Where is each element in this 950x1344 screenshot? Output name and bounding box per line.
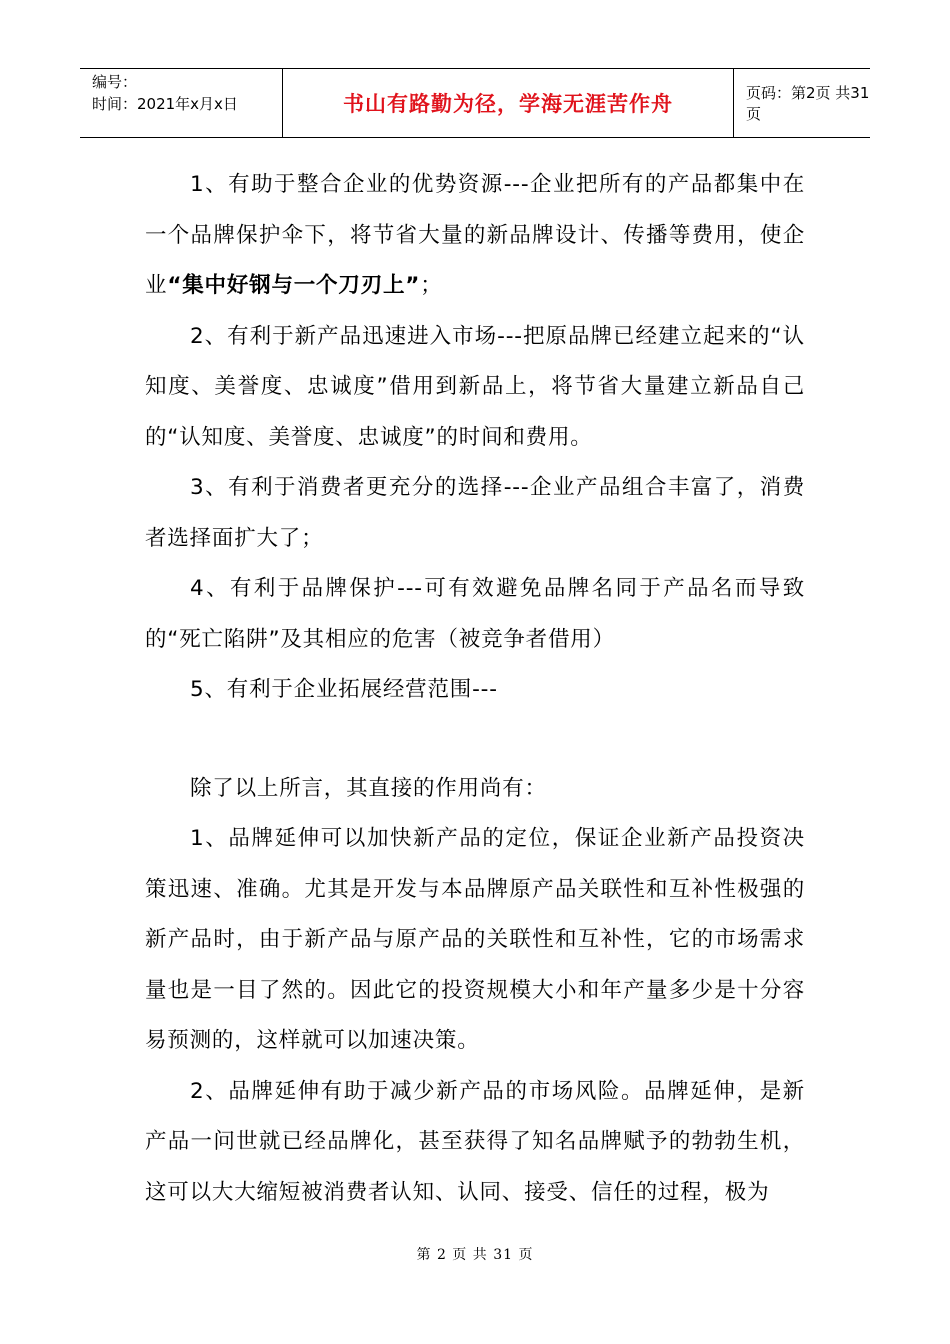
paragraph-7: 1、品牌延伸可以加快新产品的定位，保证企业新产品投资决策迅速、准确。尤其是开发与本品牌原产品关联性和互补性极强的新产品时，由于新产品与原产品的关联性和互补性，它的市场需求量也是一目了然的。因此它的投资规模大小和年产量多少是十分容易预测的，这样就可以加速决策。	[145, 826, 805, 1053]
header-motto: 书山有路勤为径，学海无涯苦作舟	[282, 69, 734, 137]
page-footer: 第 2 页 共 31 页	[416, 1247, 534, 1263]
paragraph-2: 2、有利于新产品迅速进入市场---把原品牌已经建立起来的“认知度、美誉度、忠诚度”借用到新品上，将节省大量建立新品自己的“认知度、美誉度、忠诚度”的时间和费用。	[145, 323, 805, 450]
paragraph-3: 3、有利于消费者更充分的选择---企业产品组合丰富了，消费者选择面扩大了；	[145, 475, 805, 551]
document-time-label: 时间：2021年x月x日	[92, 95, 238, 113]
page-header	[80, 68, 870, 138]
header-page-info: 页码：第2页 共31页	[746, 84, 870, 123]
paragraph-6: 除了以上所言，其直接的作用尚有：	[190, 775, 547, 801]
paragraph-4: 4、有利于品牌保护---可有效避免品牌名同于产品名而导致的“死亡陷阱”及其相应的危害（被竞争者借用）	[145, 576, 805, 652]
paragraph-5: 5、有利于企业拓展经营范围---	[190, 677, 498, 702]
document-number-label: 编号：	[92, 73, 138, 91]
paragraph-1-emphasis: “集中好钢与一个刀刃上”	[167, 273, 421, 298]
paragraph-8: 2、品牌延伸有助于减少新产品的市场风险。品牌延伸，是新产品一问世就已经品牌化，甚至获得了知名品牌赋予的勃勃生机，这可以大大缩短被消费者认知、认同、接受、信任的过程，极为	[145, 1078, 805, 1205]
document-body	[145, 160, 805, 1218]
paragraph-gap	[145, 716, 805, 764]
header-meta	[80, 69, 282, 137]
paragraph-1-text: 1、有助于整合企业的优势资源---企业把所有的产品都集中在一个品牌保护伞下，将节省大量的新品牌设计、传播等费用，使企业	[145, 172, 805, 298]
paragraph-1	[145, 160, 805, 312]
paragraph-1-tail: ；	[420, 273, 443, 298]
